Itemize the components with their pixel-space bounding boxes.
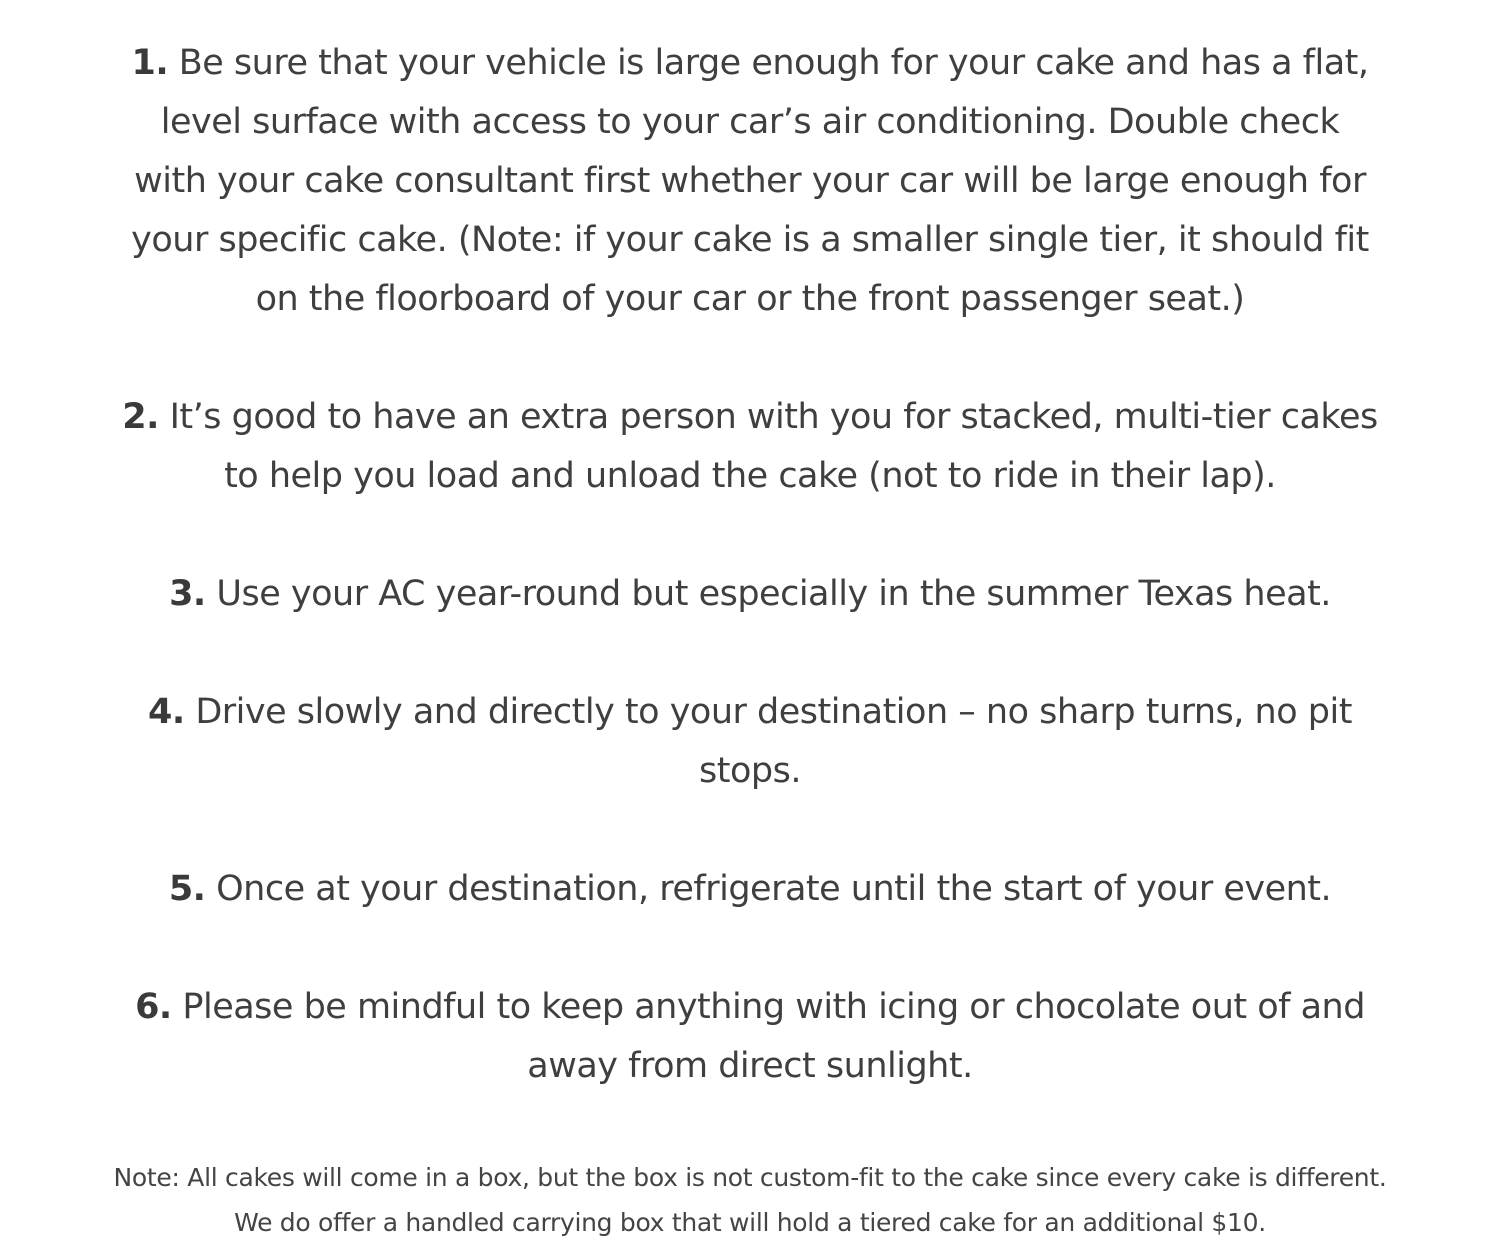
tip-number: 6.: [135, 987, 172, 1027]
tip-item-6: [120, 978, 1380, 1096]
tip-text: Please be mindful to keep anything with icing or chocolate out of and away from direct sunlight.: [182, 987, 1365, 1086]
tip-text: Drive slowly and directly to your destination – no sharp turns, no pit stops.: [195, 692, 1352, 791]
tip-number: 1.: [131, 43, 169, 83]
tip-item-1: [120, 34, 1380, 329]
tip-number: 3.: [169, 574, 206, 614]
tip-number: 4.: [148, 692, 185, 732]
tip-item-3: [120, 565, 1380, 624]
tip-item-5: [120, 860, 1380, 919]
tip-item-2: [120, 388, 1380, 506]
tip-text: It’s good to have an extra person with you for stacked, multi-tier cakes to help you load and unload the cake (not to ride in their lap).: [169, 397, 1378, 496]
tip-text: Once at your destination, refrigerate until the start of your event.: [216, 869, 1332, 909]
tip-text: Use your AC year-round but especially in the summer Texas heat.: [216, 574, 1331, 614]
transport-tips-list: [120, 34, 1380, 1096]
tip-number: 5.: [168, 869, 206, 909]
box-note: Note: All cakes will come in a box, but the box is not custom-fit to the cake since every cake is different. We do offer a handled carrying box that will hold a tiered cake for an additional $10.: [113, 1163, 1387, 1237]
tip-text: Be sure that your vehicle is large enough for your cake and has a flat, level surface with access to your car’s air conditioning. Double check with your cake consultant first whether your car will be large enough for your specific cake. (Note: if your cake is a smaller single tier, it should fit on the floorboard of your car or the front passenger seat.): [131, 43, 1369, 319]
tip-item-4: [120, 683, 1380, 801]
tip-number: 2.: [122, 397, 159, 437]
